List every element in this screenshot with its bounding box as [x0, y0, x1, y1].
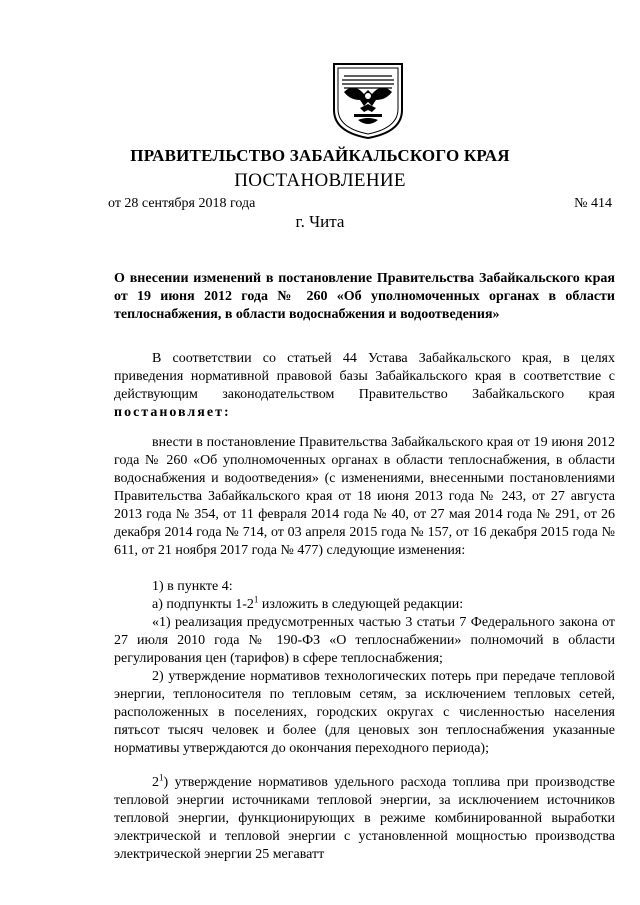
clause-2-1 [114, 774, 615, 864]
document-date: от 28 сентября 2018 года [108, 196, 256, 211]
government-name: ПРАВИТЕЛЬСТВО ЗАБАЙКАЛЬСКОГО КРАЯ [130, 146, 510, 165]
item-1a-pre: а) подпункты 1-2 [152, 597, 254, 612]
item-1a-post: изложить в следующей редакции: [258, 597, 464, 612]
document-city: г. Чита [295, 212, 345, 231]
clause-2-1-text: ) утверждение нормативов удельного расхода топлива при производстве тепловой энергии источниками тепловой энергии, за исключением источников тепловой энергии, функционирующих в режиме комбинированной выработки электрической и тепловой энергии с установленной мощностью производства электрической энергии 25 мегаватт [114, 775, 615, 862]
preamble-text: В соответствии со статьей 44 Устава Забайкальского края, в целях приведения нормативной правовой базы Забайкальского края в соответствие с действующим законодательством Правительство Забайкальского края [114, 351, 615, 402]
clause-2-1-num: 2 [152, 775, 159, 790]
item-1a-sup: 1 [253, 594, 259, 605]
coat-of-arms-icon [330, 60, 406, 140]
item-1a [114, 596, 615, 614]
clause-2: 2) утверждение нормативов технологических потерь при передаче тепловой энергии, теплоносителя по тепловым сетям, за исключением тепловых сетей, расположенных в поселениях, городских округах с численностью населения пятьсот тысяч человек и более (для ценовых зон теплоснабжения указанные нормативы утверждаются до окончания переходного периода); [114, 669, 615, 756]
document-title: О внесении изменений в постановление Правительства Забайкальского края от 19 июня 2012 года № 260 «Об уполномоченных органах в области теплоснабжения, в области водоснабжения и водоотведения» [114, 271, 615, 322]
clause-2-1-sup: 1 [159, 772, 164, 783]
preamble [114, 350, 615, 422]
clause-1: «1) реализация предусмотренных частью 3 статьи 7 Федерального закона от 27 июля 2010 года № 190-ФЗ «О теплоснабжении» полномочий в области регулирования цен (тарифов) в сфере теплоснабжения; [114, 615, 615, 666]
item-1: 1) в пункте 4: [152, 579, 233, 594]
document-number: № 414 [574, 196, 612, 211]
decides-word: постановляет: [114, 405, 231, 420]
document-type: ПОСТАНОВЛЕНИЕ [234, 170, 406, 191]
intro-paragraph: внести в постановление Правительства Забайкальского края от 19 июня 2012 года № 260 «Об уполномоченных органах в области теплоснабжения, в области водоснабжения и водоотведения» (с изменениями, внесенными постановлениями Правительства Забайкальского края от 18 июня 2013 года № 243, от 27 августа 2013 года № 354, от 11 февраля 2014 года № 40, от 27 мая 2014 года № 291, от 26 декабря 2014 года № 714, от 03 апреля 2015 года № 157, от 16 декабря 2015 года № 611, от 21 ноября 2017 года № 477) следующие изменения: [114, 435, 615, 558]
